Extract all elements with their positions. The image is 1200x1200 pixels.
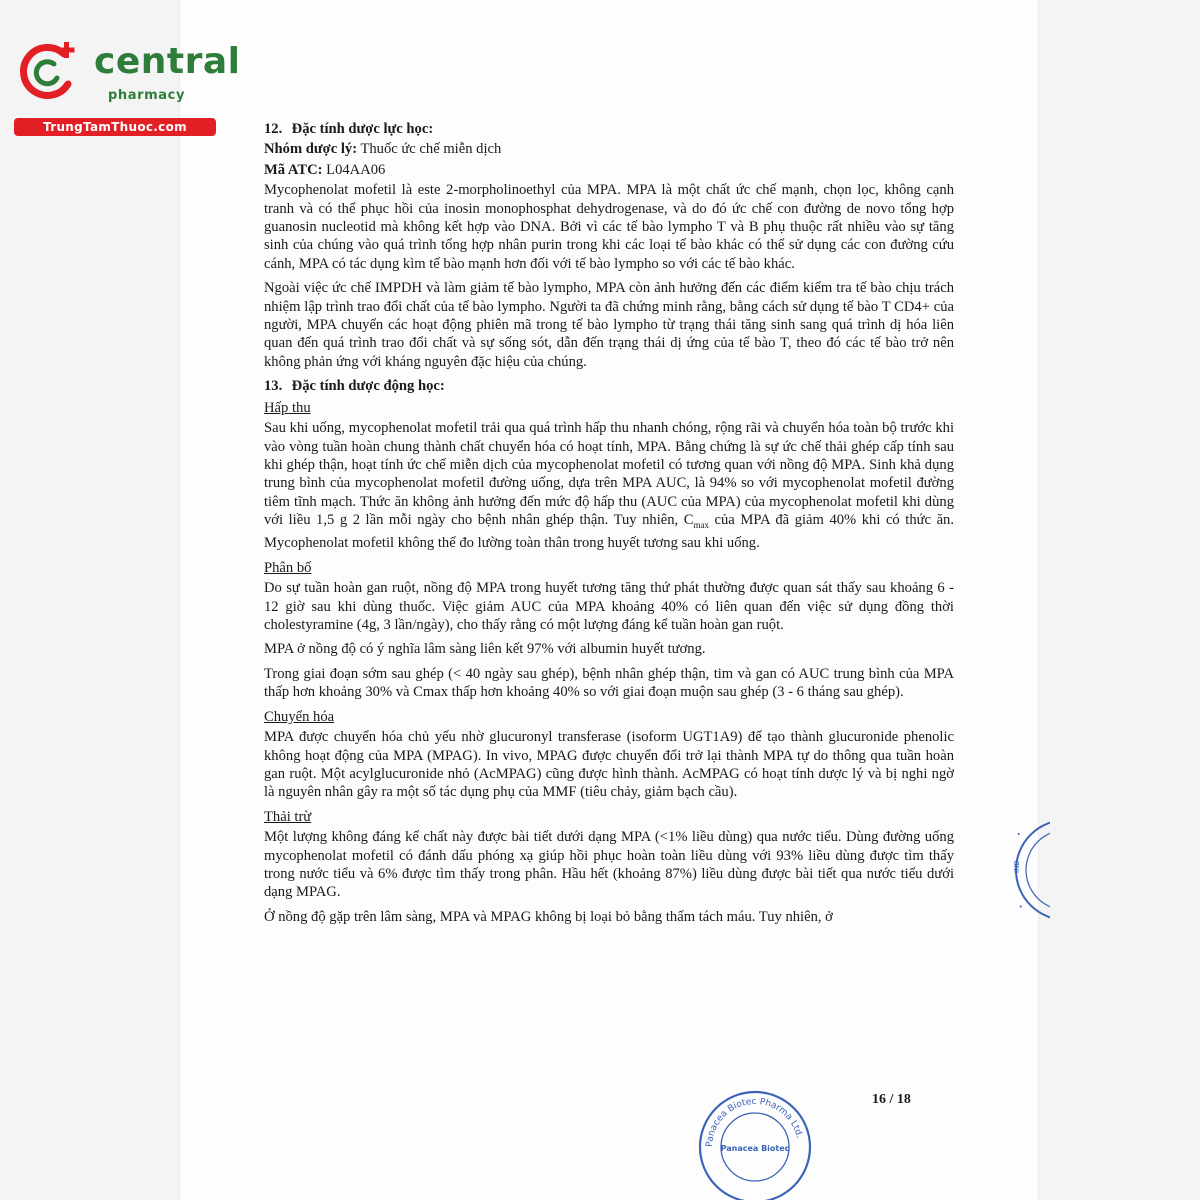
page-number: 16 / 18 — [872, 1092, 911, 1107]
section-13-heading — [264, 377, 954, 395]
atc-code-value: L04AA06 — [326, 161, 386, 178]
logo-subtitle: pharmacy — [108, 88, 186, 103]
metabolism-paragraph: MPA được chuyển hóa chủ yếu nhờ glucuronyl transferase (isoform UGT1A9) để tạo thành glucuronide phenolic không hoạt động của MPA (MPAG). In vivo, MPAG được chuyển đổi trở lại thành MPA tự do thông qua tuần hoàn gan ruột. Một acylglucuronide nhỏ (AcMPAG) cũng được hình thành. AcMPAG có hoạt tính dược lý và bị nghi ngờ là nguyên nhân gây ra một số tác dụng phụ của MMF (tiêu chảy, giảm bạch cầu). — [264, 729, 954, 801]
svg-text:•: • — [1014, 830, 1024, 838]
pharmacodynamics-paragraph-2: Ngoài việc ức chế IMPDH và làm giảm tế bào lympho, MPA còn ảnh hưởng đến các điểm kiểm tra tế bào chịu trách nhiệm lập trình trao đổi chất của tế bào lympho. Người ta đã chứng minh rằng, bằng cách sử dụng tế bào T CD4+ của người, MPA chuyển các hoạt động phiên mã trong tế bào lympho từ trạng thái tăng sinh sang quá trình dị hóa liên quan đến quá trình trao đổi chất và sự sống sót, dẫn đến trạng thái dị ứng của tế bào T, theo đó các tế bào trở nên không phản ứng với kháng nguyên đặc hiệu của chúng. — [264, 280, 954, 370]
metabolism-heading: Chuyển hóa — [264, 708, 335, 725]
absorption-text-b: của MPA đã giảm 40% khi có thức ăn. Mycophenolat mofetil không thể đo lường toàn thân trong huyết tương sau khi uống. — [264, 512, 954, 552]
section-12-title: Đặc tính dược lực học: — [291, 121, 434, 137]
company-seal — [692, 1085, 818, 1200]
central-pharmacy-logo-icon — [14, 40, 78, 104]
section-13-title: Đặc tính dược động học: — [291, 378, 445, 395]
logo-website: TrungTamThuoc.com — [14, 118, 216, 136]
logo-wordmark: central — [94, 41, 241, 82]
document-body — [264, 116, 954, 932]
atc-code-label: Mã ATC: — [264, 161, 323, 178]
absorption-heading: Hấp thu — [264, 399, 311, 416]
absorption-text-a: Sau khi uống, mycophenolat mofetil trải qua quá trình hấp thu nhanh chóng, rộng rãi và chuyển hóa toàn bộ trước khi vào vòng tuần hoàn chung thành chất chuyển hóa có hoạt tính, MPA. Bằng chứng là sự ức chế thải ghép cấp tính sau khi ghép thận, hoạt tính ức chế miễn dịch của mycophenolat mofetil có tương quan với nồng độ MPA. Sinh khả dụng trung bình của mycophenolat mofetil đường uống, dựa trên MPA AUC, là 94% so với mycophenolat mofetil đường tiêm tĩnh mạch. Thức ăn không ảnh hưởng đến mức độ hấp thu (AUC của MPA) của mycophenolat mofetil khi dùng với liều 1,5 g 2 lần mỗi ngày cho bệnh nhân ghép thận. Tuy nhiên, C — [264, 420, 954, 529]
central-pharmacy-logo[interactable] — [8, 36, 241, 136]
distribution-paragraph-3: Trong giai đoạn sớm sau ghép (< 40 ngày sau ghép), bệnh nhân ghép thận, tim và gan có AUC trung bình của MPA thấp hơn khoảng 30% và Cmax thấp hơn khoảng 40% so với giai đoạn muộn sau ghép (3 - 6 tháng sau ghép). — [264, 665, 954, 701]
svg-text:IND: IND — [1013, 860, 1021, 873]
section-12-number: 12. — [264, 121, 283, 137]
section-13-number: 13. — [264, 378, 283, 395]
pharmacologic-group-value: Thuốc ức chế miễn dịch — [360, 141, 502, 158]
elimination-heading: Thải trừ — [264, 808, 312, 825]
seal-center-text: Panacea Biotec — [720, 1144, 790, 1153]
pharmacologic-group-label: Nhóm dược lý: — [264, 141, 358, 158]
cmax-subscript: max — [693, 520, 709, 531]
section-12-heading — [264, 120, 954, 138]
absorption-paragraph — [264, 419, 954, 553]
seal-ring-text: Panacea Biotec Pharma Ltd. — [704, 1096, 804, 1148]
pharmacodynamics-paragraph-1: Mycophenolat mofetil là este 2-morpholinoethyl của MPA. MPA là một chất ức chế mạnh, chọn lọc, không cạnh tranh và có thể phục hồi của inosin monophosphat dehydrogenase, và do đó ức chế con đường de novo tổng hợp guanosin nucleotid mà không kết hợp vào DNA. Bởi vì các tế bào lympho T và B phụ thuộc rất nhiều vào sự tăng sinh của chúng vào quá trình tổng hợp nhân purin trong khi các loại tế bào khác có thể sử dụng các con đường cứu cánh, MPA có tác dụng kìm tế bào mạnh hơn đối với tế bào lympho so với các tế bào khác. — [264, 182, 954, 272]
pharmacologic-group — [264, 140, 954, 158]
elimination-paragraph-1: Một lượng không đáng kể chất này được bài tiết dưới dạng MPA (<1% liều dùng) qua nước tiểu. Dùng đường uống mycophenolat mofetil có đánh dấu phóng xạ giúp hồi phục hoàn toàn liều dùng với 93% liều dùng được tìm thấy trong nước tiểu và 6% được tìm thấy trong phân. Hầu hết (khoảng 87%) liều dùng được bài tiết qua nước tiểu dưới dạng MPAG. — [264, 829, 954, 901]
distribution-heading: Phân bố — [264, 559, 312, 576]
distribution-paragraph-2: MPA ở nồng độ có ý nghĩa lâm sàng liên kết 97% với albumin huyết tương. — [264, 641, 706, 658]
svg-text:•: • — [1016, 902, 1026, 910]
atc-code — [264, 161, 954, 179]
elimination-paragraph-2: Ở nồng độ gặp trên lâm sàng, MPA và MPAG không bị loại bỏ bằng thẩm tách máu. Tuy nhiên, ở — [264, 908, 833, 925]
company-seal-right-partial — [1010, 815, 1050, 925]
distribution-paragraph-1: Do sự tuần hoàn gan ruột, nồng độ MPA trong huyết tương tăng thứ phát thường được quan sát thấy sau khoảng 6 - 12 giờ sau khi dùng thuốc. Việc giảm AUC của MPA khoảng 40% có liên quan đến việc sử dụng đồng thời cholestyramine (4g, 3 lần/ngày), cho thấy rằng có một lượng đáng kể tuần hoàn gan ruột. — [264, 580, 954, 634]
